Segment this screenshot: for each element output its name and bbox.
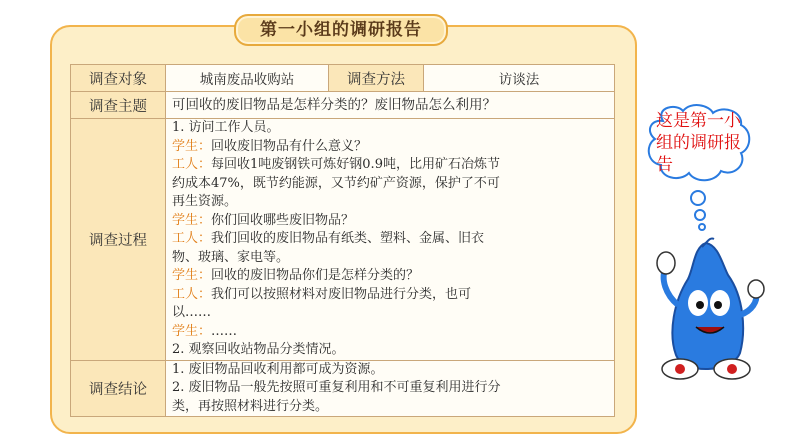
process-content bbox=[166, 119, 615, 361]
process-label: 调查过程 bbox=[71, 119, 166, 361]
conclusion-content bbox=[166, 360, 615, 417]
process-text: 我们回收的废旧物品有纸类、塑料、金属、旧衣 bbox=[211, 231, 485, 246]
process-text: 回收废旧物品有什么意义？ bbox=[211, 138, 368, 154]
bubble-line: 这是第一小 bbox=[656, 111, 741, 131]
conclusion-label: 调查结论 bbox=[71, 360, 166, 417]
speaker-label: 学生： bbox=[172, 138, 212, 154]
conclusion-line: 2. 废旧物品一般先按照可重复利用和不可重复利用进行分 bbox=[172, 380, 501, 395]
bubble-line: 告 bbox=[656, 155, 673, 175]
speaker-label: 工人： bbox=[172, 286, 212, 302]
speaker-label: 工人： bbox=[172, 231, 212, 246]
process-line bbox=[172, 119, 608, 138]
process-line bbox=[172, 230, 608, 249]
bubble-line: 组的调研报 bbox=[656, 133, 741, 153]
topic-value: 可回收的废旧物品是怎样分类的？废旧物品怎么利用？ bbox=[166, 92, 615, 119]
speaker-label: 学生： bbox=[172, 212, 212, 228]
process-text: 每回收1吨废钢铁可炼好钢0.9吨，比用矿石冶炼节 bbox=[211, 157, 500, 172]
table-row bbox=[71, 119, 615, 361]
method-label: 调查方法 bbox=[329, 65, 424, 92]
process-line bbox=[172, 156, 608, 175]
process-line bbox=[172, 193, 608, 212]
thought-dots-icon bbox=[678, 190, 718, 234]
topic-label: 调查主题 bbox=[71, 92, 166, 119]
conclusion-line: 1. 废旧物品回收利用都可成为资源。 bbox=[172, 361, 384, 377]
bubble-text bbox=[656, 110, 754, 176]
method-value: 访谈法 bbox=[424, 65, 615, 92]
process-text: 你们回收哪些废旧物品？ bbox=[211, 212, 355, 228]
process-line bbox=[172, 267, 608, 286]
process-text: 我们可以按照材料对废旧物品进行分类，也可 bbox=[211, 286, 472, 302]
report-table bbox=[70, 64, 615, 417]
process-text: 物、玻璃、家电等。 bbox=[172, 249, 290, 265]
process-line bbox=[172, 138, 608, 157]
process-line bbox=[172, 249, 608, 268]
process-line bbox=[172, 175, 608, 194]
table-row bbox=[71, 65, 615, 92]
object-value: 城南废品收购站 bbox=[166, 65, 329, 92]
object-label: 调查对象 bbox=[71, 65, 166, 92]
speaker-label: 学生： bbox=[172, 323, 212, 339]
process-text: …… bbox=[211, 323, 238, 339]
table-row bbox=[71, 360, 615, 417]
process-text: 回收的废旧物品你们是怎样分类的？ bbox=[211, 268, 420, 283]
speaker-label: 学生： bbox=[172, 268, 212, 283]
process-text: 以…… bbox=[172, 305, 212, 320]
speaker-label: 工人： bbox=[172, 157, 212, 172]
report-title: 第一小组的调研报告 bbox=[234, 14, 448, 46]
process-line bbox=[172, 304, 608, 323]
mascot-character bbox=[648, 235, 766, 385]
process-text: 再生资源。 bbox=[172, 194, 238, 209]
process-line bbox=[172, 341, 608, 360]
process-line bbox=[172, 286, 608, 305]
process-text: 1. 访问工作人员。 bbox=[172, 120, 280, 135]
table-row bbox=[71, 92, 615, 119]
process-line bbox=[172, 212, 608, 231]
process-line bbox=[172, 323, 608, 342]
process-text: 约成本47%，既节约能源，又节约矿产资源，保护了不可 bbox=[172, 175, 500, 191]
process-text: 2. 观察回收站物品分类情况。 bbox=[172, 342, 345, 357]
conclusion-line: 类，再按照材料进行分类。 bbox=[172, 398, 329, 414]
